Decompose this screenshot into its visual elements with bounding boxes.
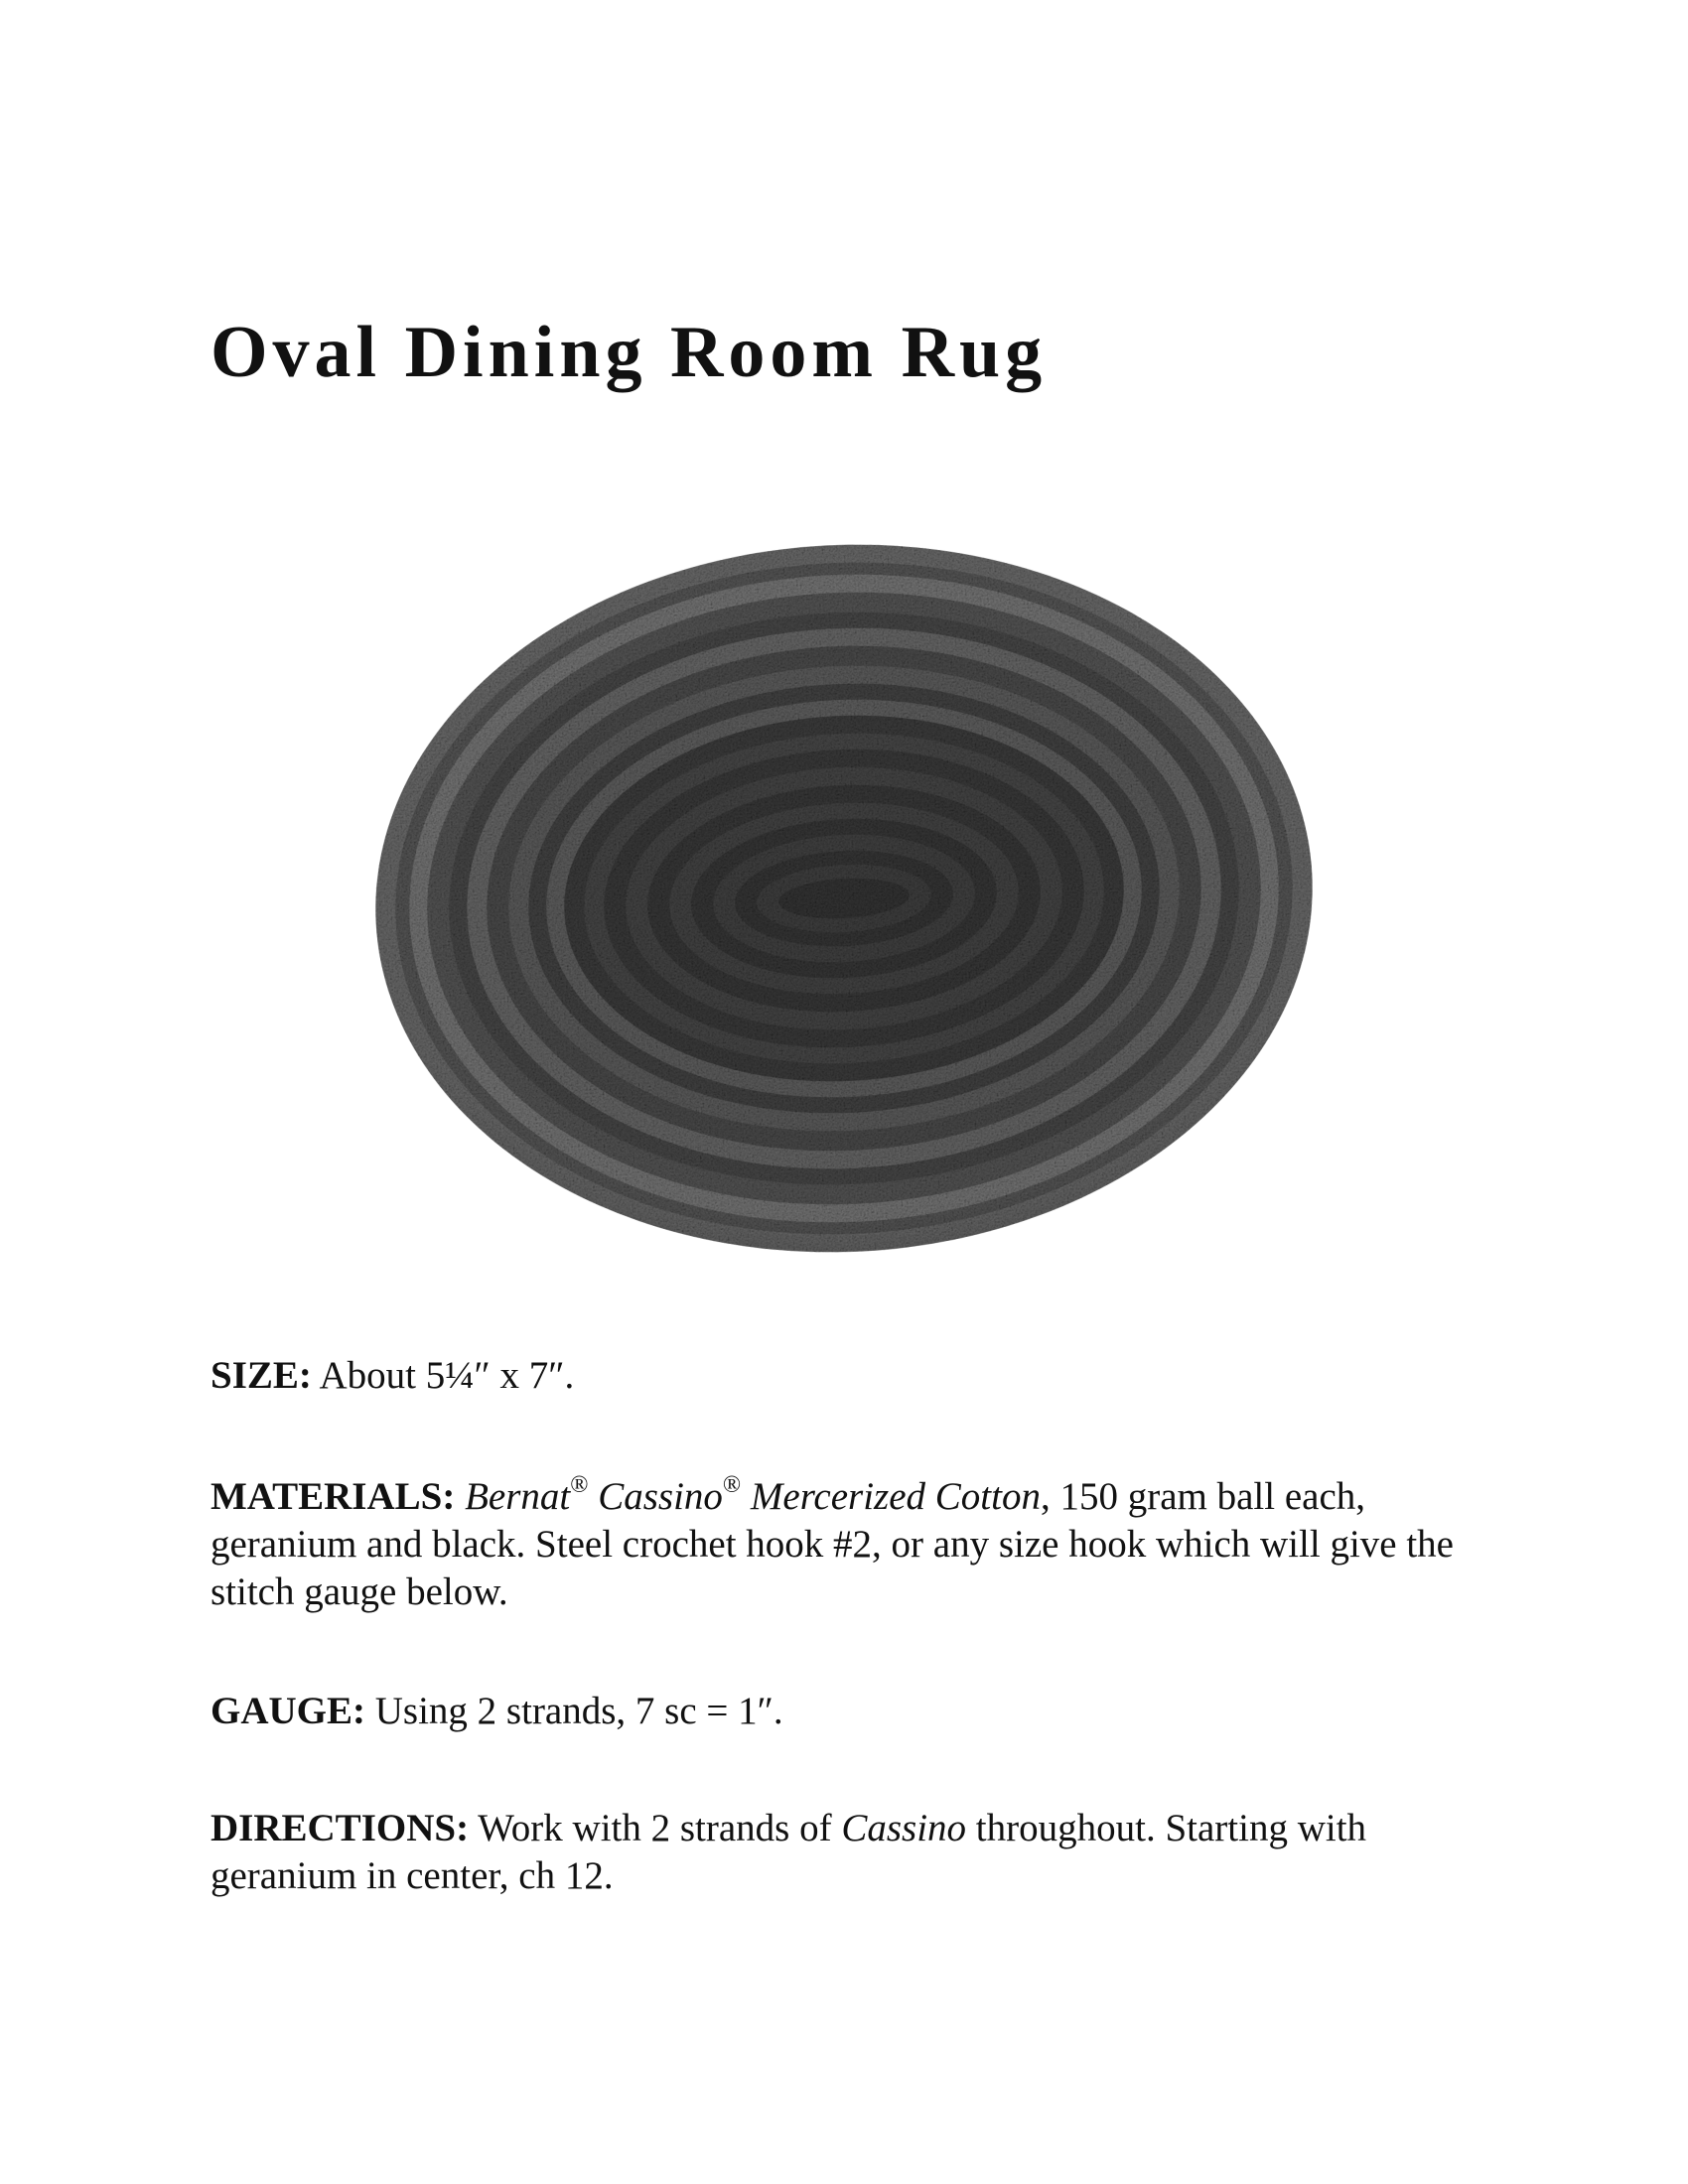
registered-mark: ®	[570, 1472, 589, 1498]
gauge-paragraph	[211, 1688, 1491, 1735]
gauge-text: Using 2 strands, 7 sc = 1″.	[365, 1690, 783, 1732]
size-text: About 5¼″ x 7″.	[311, 1354, 575, 1397]
materials-label: MATERIALS:	[211, 1475, 456, 1518]
brand-cassino: Cassino	[841, 1807, 967, 1849]
size-label: SIZE:	[211, 1354, 312, 1397]
gauge-label: GAUGE:	[211, 1690, 365, 1732]
product-name: Mercerized Cotton	[750, 1475, 1041, 1518]
materials-text: , 150 gram ball each, geranium and black. Steel crochet hook #2, or any size hook which will give the stitch gauge below.	[211, 1475, 1454, 1613]
brand-bernat: Bernat	[465, 1475, 571, 1518]
page-title: Oval Dining Room Rug	[211, 312, 1048, 393]
registered-mark: ®	[722, 1472, 742, 1498]
size-paragraph	[211, 1352, 1491, 1400]
directions-text-end: throughout. Starting with geranium in center, ch 12.	[211, 1807, 1367, 1897]
rug-illustration	[367, 536, 1321, 1261]
materials-paragraph	[211, 1473, 1491, 1616]
directions-label: DIRECTIONS:	[211, 1807, 470, 1849]
directions-paragraph	[211, 1805, 1491, 1900]
brand-cassino: Cassino	[598, 1475, 723, 1518]
directions-text-start: Work with 2 strands of	[469, 1807, 842, 1849]
rug-photo	[367, 536, 1321, 1261]
